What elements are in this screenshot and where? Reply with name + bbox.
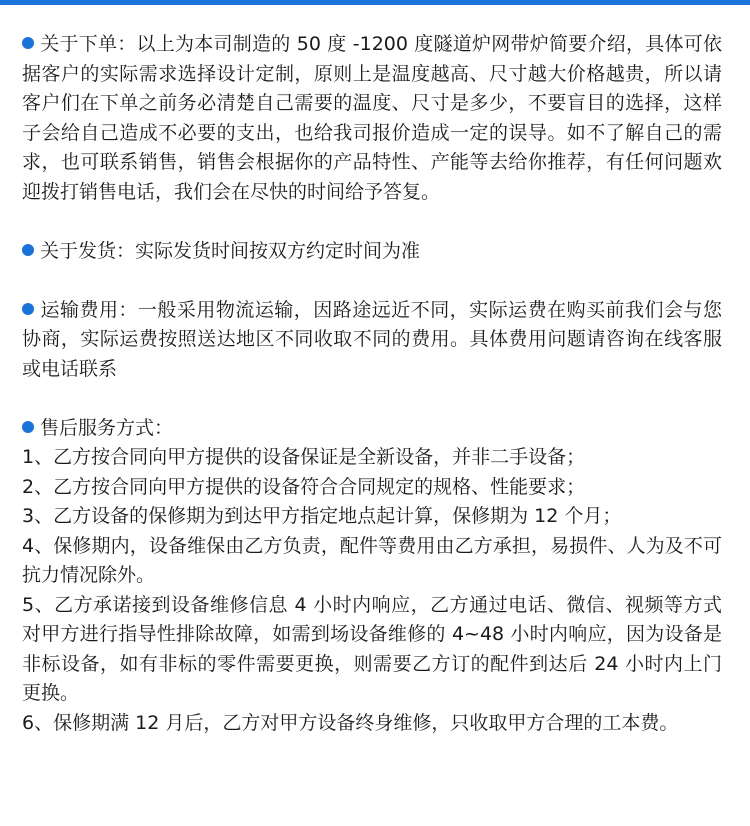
after-sales-item: 2、乙方按合同向甲方提供的设备符合合同规定的规格、性能要求；	[22, 475, 586, 498]
shipping-text: 关于发货：实际发货时间按双方约定时间为准	[40, 239, 421, 262]
order-section	[22, 30, 722, 207]
after-sales-item: 1、乙方按合同向甲方提供的设备保证是全新设备，并非二手设备；	[22, 446, 586, 468]
after-sales-section	[22, 414, 722, 444]
shipping-section	[22, 237, 722, 267]
after-sales-item: 6、保修期满 12 月后，乙方对甲方设备终身维修，只收取甲方合理的工本费。	[22, 711, 679, 734]
after-sales-item: 3、乙方设备的保修期为到达甲方指定地点起计算，保修期为 12 个月；	[22, 505, 622, 527]
bullet-dot-icon	[22, 421, 34, 433]
freight-section	[22, 296, 722, 385]
after-sales-item: 5、乙方承诺接到设备维修信息 4 小时内响应，乙方通过电话、微信、视频等方式对甲方进行指导性排除故障，如需到场设备维修的 4~48 小时内响应，因为设备是非标设备，如有非标的零件需要更换，则需要乙方订的配件到达后 24 小时内上门更换。	[22, 593, 722, 704]
after-sales-item: 4、保修期内，设备维保由乙方负责，配件等费用由乙方承担，易损件、人为及不可抗力情况除外。	[22, 534, 722, 586]
bullet-dot-icon	[22, 244, 34, 256]
bullet-dot-icon	[22, 303, 34, 315]
top-accent-bar	[0, 0, 750, 5]
bullet-dot-icon	[22, 37, 34, 49]
order-text: 关于下单：以上为本司制造的 50 度 -1200 度隧道炉网带炉简要介绍，具体可依据客户的实际需求选择设计定制，原则上是温度越高、尺寸越大价格越贵，所以请客户们在下单之前务必清楚自己需要的温度、尺寸是多少，不要盲目的选择，这样子会给自己造成不必要的支出，也给我司报价造成一定的误导。如不了解自己的需求，也可联系销售，销售会根据你的产品特性、产能等去给你推荐，有任何问题欢迎拨打销售电话，我们会在尽快的时间给予答复。	[22, 33, 722, 203]
policy-document	[22, 30, 722, 738]
after-sales-title: 售后服务方式：	[40, 416, 174, 439]
freight-text: 运输费用：一般采用物流运输，因路途远近不同，实际运费在购买前我们会与您协商，实际运费按照送达地区不同收取不同的费用。具体费用问题请咨询在线客服或电话联系	[22, 298, 722, 380]
